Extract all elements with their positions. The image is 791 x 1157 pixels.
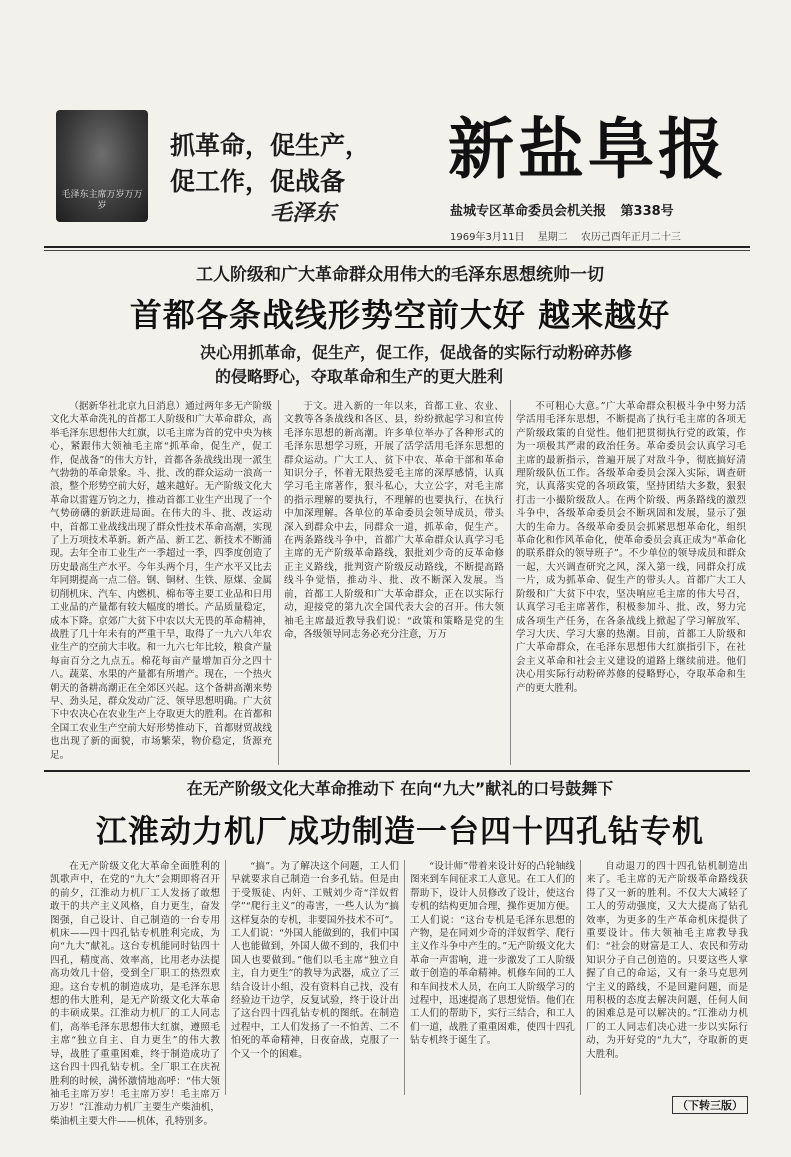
continued-notice: （下转三版） (672, 1096, 748, 1114)
slogan-line-1: 抓革命，促生产， (170, 131, 371, 160)
story1-headline: 首都各条战线形势空前大好 越来越好 (129, 296, 671, 334)
story2-headline: 江淮动力机厂成功制造一台四十四孔钻专机 (96, 814, 704, 850)
lunar-date: 农历己酉年正月二十三 (580, 232, 681, 243)
column-divider (510, 400, 511, 765)
slogan-line-2: 促工作，促战备 (170, 167, 346, 196)
story2-col2-text: “搞”。为了解决这个问题，工人们早就要求自己制造一台多孔钻。但是由于受叛徒、内奸、工贼刘少奇“洋奴哲学”“爬行主义”的毒害，一些人认为“搞这样复杂的专机，非要国外技术不可”。工人们说：“外国人能做到的，我们中国人也能做到，外国人做不到的，我们中国人也要做到。”他们以毛主席“独立自主，自力更生”的教导为武器，成立了三结合设计小组，没有资料自己找，没有经验边干边学，反复试验，终于设计出了这台四十四孔钻专机的图纸。在制造过程中，工人们发扬了一不怕苦、二不怕死的革命精神，日夜奋战，克服了一个又一个的困难。 (231, 861, 399, 1060)
column-divider (404, 860, 405, 1095)
story1-col3-text: 不可粗心大意。”广大革命群众积极斗争中努力活学活用毛泽东思想，不断提高了执行毛主席的各项无产阶级政策的自觉性。他们把贯彻执行党的政策，作为一项极其严肃的政治任务。革命委员会认真学习毛主席的最新指示，普遍开展了对敌斗争，彻底搞好清理阶级队伍工作。各级革命委员会深入实际，调查研究，认真落实党的各项政策，坚持团结大多数，狠狠打击一小撮阶级敌人。在两个阶级、两条路线的激烈斗争中，各级革命委员会不断巩固和发展，显示了强大的生命力。各级革命委员会抓紧思想革命化，组织革命化和作风革命化，使革命委员会真正成为“革命化的联系群众的领导班子”。不少单位的领导成员和群众一起，大兴调查研究之风，深入第一线，同群众打成一片，成为抓革命、促生产的带头人。首都广大工人阶级和广大贫下中农，坚决响应毛主席的伟大号召，认真学习毛主席著作，积极参加斗、批、改，努力完成各项生产任务，在各条战线上掀起了学习解放军、学习大庆、学习大寨的热潮。目前，首都工人阶级和广大革命群众，在毛泽东思想伟大红旗指引下，在社会主义革命和社会主义建设的道路上继续前进。他们决心用实际行动粉碎苏修的侵略野心，夺取革命和生产的更大胜利。 (516, 401, 746, 694)
story1-deck-line-1: 决心用抓革命，促生产，促工作，促战备的实际行动粉碎苏修 (200, 343, 633, 362)
story2-kicker: 在无产阶级文化大革命推动下 在向“九大”献礼的口号鼓舞下 (186, 779, 614, 798)
story2-col3-text: “设计师”带着来设计好的凸轮轴线图来到车间征求工人意见。在工人们的帮助下，设计人员修改了设计，使这台专机的结构更加合理，操作更加方便。工人们说：“这台专机是毛泽东思想的产物，是在同刘少奇的洋奴哲学、爬行主义作斗争中产生的。”无产阶级文化大革命一声雷响，进一步激发了工人阶级敢于创造的革命精神。机修车间的工人和车间技术人员，在向工人阶级学习的过程中，迅速提高了思想觉悟。他们在工人们的帮助下，实行三结合，和工人们一道，战胜了重重困难，使四十四孔钻专机终于诞生了。 (410, 861, 575, 1047)
portrait-caption: 毛泽东主席万岁万万岁 (61, 190, 143, 211)
story2-col4-text: 自动退刀的四十四孔钻机制造出来了。毛主席的无产阶级革命路线获得了又一新的胜利。不仅大大减轻了工人的劳动强度，又大大提高了钻孔效率，为更多的生产革命机床提供了重要设计。伟大领袖毛主席教导我们：“社会的财富是工人、农民和劳动知识分子自己创造的。只要这些人掌握了自己的命运，又有一条马克思列宁主义的路线，不是回避问题，而是用积极的态度去解决问题，任何人间的困难总是可以解决的。”江淮动力机厂的工人同志们决心进一步以实际行动，为开好党的“九大”，夺取新的更大胜利。 (586, 861, 748, 1060)
publisher-line (450, 200, 684, 219)
newspaper-title: 新盐阜报 (448, 111, 728, 188)
story2-column-1 (50, 860, 220, 1127)
story1-column-1 (50, 400, 272, 765)
dateline (450, 228, 691, 243)
publisher: 盐城专区革命委员会机关报 (450, 204, 607, 219)
masthead-divider-thin (44, 250, 750, 251)
story1-column-3 (516, 400, 746, 765)
calligraphy-signature: 毛泽东 (270, 200, 337, 226)
column-divider (278, 400, 279, 765)
story2-column-4 (586, 860, 748, 1095)
column-divider (225, 860, 226, 1095)
issue-number: 第338号 (620, 204, 674, 219)
weekday: 星期二 (537, 232, 568, 243)
story2-col1-text: 在无产阶级文化大革命全面胜利的凯歌声中，在党的“九大”会期即将召开的前夕，江淮动力机厂工人发扬了敢想敢干的共产主义风格，自力更生，奋发图强，自己设计、自己制造的一台专用机床——四十四孔钻专机胜利完成，为向“九大”献礼。这台专机能同时钻四十四孔，精度高、效率高，比用老办法提高功效几十倍，受到全厂职工的热烈欢迎。这台专机的制造成功，是毛泽东思想的伟大胜利，是无产阶级文化大革命的丰硕成果。江淮动力机厂的工人同志们，高举毛泽东思想伟大红旗，遵照毛主席“独立自主、自力更生”的伟大教导，战胜了重重困难，终于制造成功了这台四十四孔钻专机。全厂职工在庆祝胜利的时候，满怀激情地高呼：“伟大领袖毛主席万岁！毛主席万岁！毛主席万万岁！”江淮动力机厂主要生产柴油机，柴油机主要大件——机体，孔特别多。 (50, 861, 220, 1127)
column-divider (580, 860, 581, 1095)
issue-date: 1969年3月11日 (450, 232, 525, 243)
masthead-divider (44, 246, 750, 248)
story1-column-2 (284, 400, 504, 765)
section-divider (44, 770, 750, 772)
story1-deck-line-2: 的侵略野心，夺取革命和生产的更大胜利 (215, 367, 504, 386)
story2-column-3 (410, 860, 575, 1095)
story1-col2-text: 于文。进入新的一年以来，首都工业、农业、文教等各条战线和各区、县，纷纷掀起学习和宣传毛泽东思想的新高潮。许多单位举办了各种形式的毛泽东思想学习班，开展了活学活用毛泽东思想的群众运动。广大工人、贫下中农、革命干部和革命知识分子，怀着无限热爱毛主席的深厚感情，认真学习毛主席著作，狠斗私心，大立公字，对毛主席的指示理解的要执行，不理解的也要执行，在执行中加深理解。各单位的革命委员会领导成员，带头深入到群众中去，同群众一道，抓革命，促生产。在两条路线斗争中，首都广大革命群众认真学习毛主席的无产阶级革命路线，狠批刘少奇的反革命修正主义路线，批判资产阶级反动路线，不断提高路线斗争觉悟，推动斗、批、改不断深入发展。当前，首都工人阶级和广大革命群众，正在以实际行动，迎接党的第九次全国代表大会的召开。伟大领袖毛主席最近教导我们说：“政策和策略是党的生命，各级领导同志务必充分注意，万万 (284, 401, 504, 640)
story1-col1-text: （据新华社北京九日消息）通过两年多无产阶级文化大革命洗礼的首都工人阶级和广大革命群众，高举毛泽东思想伟大红旗，以毛主席为首的党中央为核心，紧跟伟大领袖毛主席“抓革命，促生产，促工作，促战备”的伟大方针，首都各条战线出现一派生气勃勃的革命景象。斗、批、改的群众运动一浪高一浪，整个形势空前大好，越来越好。无产阶级文化大革命以雷霆万钧之力，推动首都工业生产出现了一个气势磅礴的新跃进局面。在伟大的斗、批、改运动中，首都工业战线出现了群众性技术革命高潮，实现了上万项技术革新。新产品、新工艺、新技术不断涌现。去年全市工业生产一季超过一季，四季度创造了历史最高生产水平。今年头两个月，生产水平又比去年同期提高一点二倍。钢、铜材、生铁、原煤、金属切削机床、汽车、内燃机、棉布等主要工业品和日用工业品的产量都有较大幅度的增长。产品质量稳定，成本下降。京郊广大贫下中农以大无畏的革命精神，战胜了几十年未有的严重干旱，取得了一九六八年农业生产的空前大丰收。和一九六七年比较，粮食产量每亩百分之九点五。棉花每亩产量增加百分之四十八。蔬菜、水果的产量都有所增产。现在，一个热火朝天的备耕高潮正在全郊区兴起。这个备耕高潮来势早、劲头足，群众发动广泛、领导思想明确。广大贫下中农决心在农业生产上夺取更大的胜利。在首都和全国工农业生产空前大好形势推动下，首都财贸战线也出现了新的面貌，市场繁荣，物价稳定，货源充足。 (50, 401, 272, 761)
masthead-slogan (170, 128, 430, 200)
story2-column-2 (231, 860, 399, 1095)
story1-kicker: 工人阶级和广大革命群众用伟大的毛泽东思想统帅一切 (196, 265, 604, 285)
